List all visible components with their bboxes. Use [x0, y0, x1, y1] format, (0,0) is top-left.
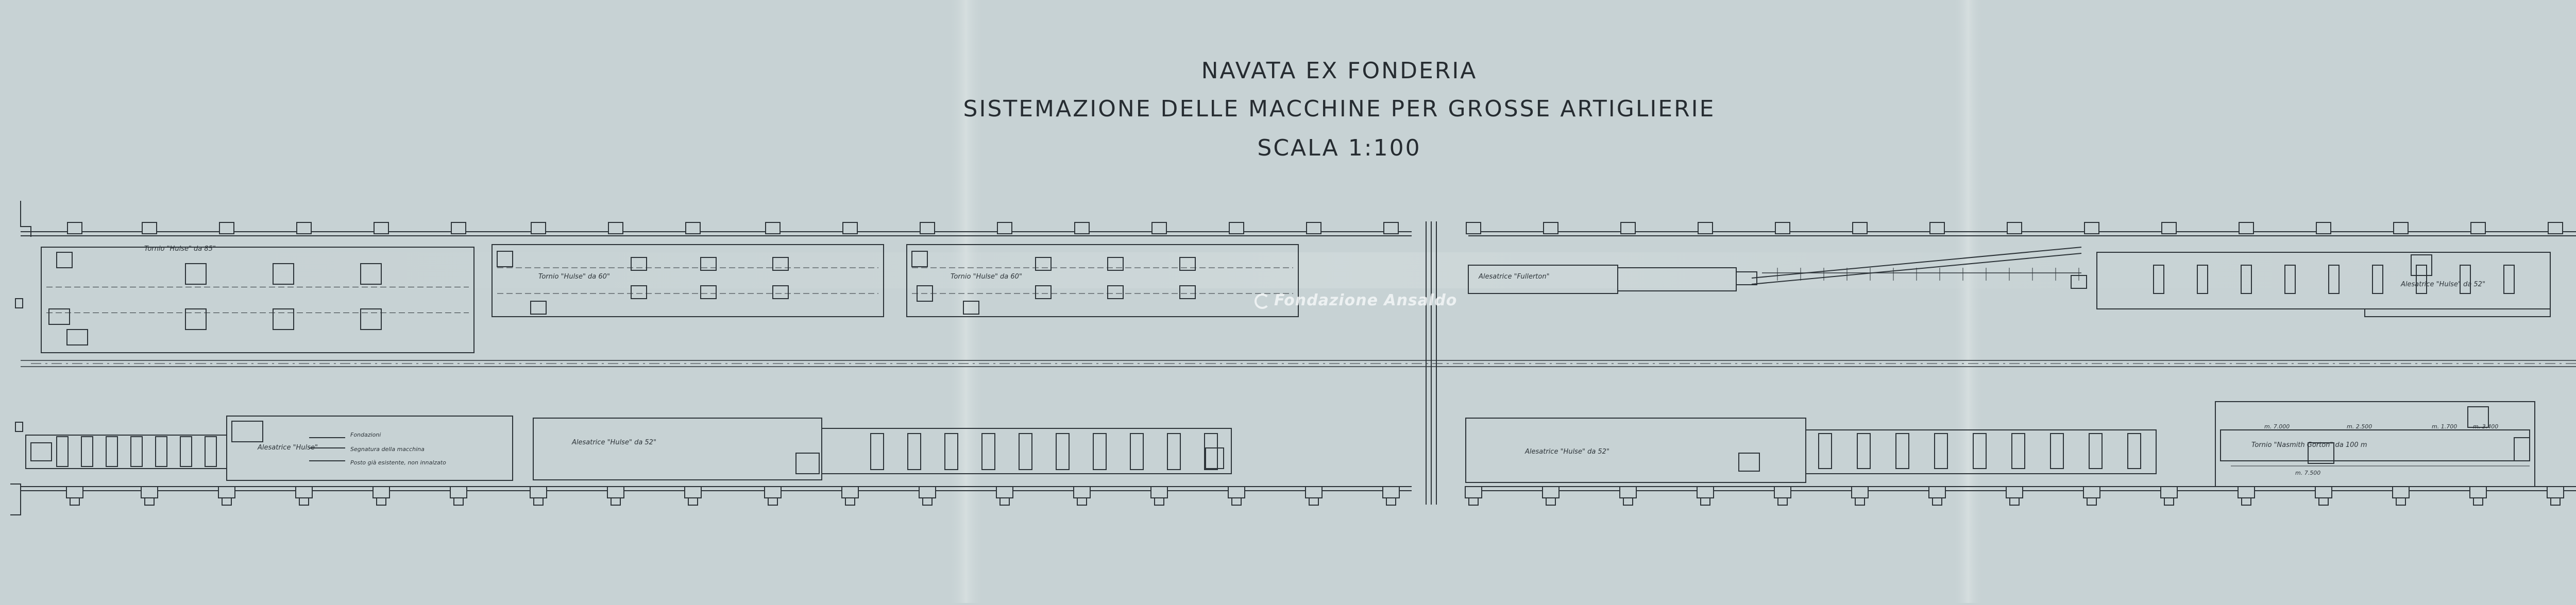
- wall-marker: [15, 299, 23, 308]
- machine-label: Tornio "Hulse" da 60": [538, 273, 610, 281]
- watermark: [1255, 291, 1457, 309]
- machine-block: [1935, 434, 1947, 469]
- column: [2316, 222, 2331, 234]
- column: [1229, 222, 1244, 234]
- column-footing: [845, 498, 855, 505]
- column: [1307, 222, 1321, 234]
- column: [450, 487, 467, 498]
- machine-block: [1857, 434, 1870, 469]
- column: [1930, 222, 1944, 234]
- column: [1697, 487, 1714, 498]
- machine-block: [31, 443, 52, 461]
- column: [296, 487, 312, 498]
- dimension-label: m. 2.500: [2347, 423, 2372, 430]
- column: [1620, 487, 1636, 498]
- column-footing: [299, 498, 309, 505]
- column: [2162, 222, 2176, 234]
- legend-note: Segnatura della macchina: [350, 446, 425, 453]
- machine-foundation: [1466, 418, 1806, 482]
- column: [996, 487, 1013, 498]
- column: [374, 222, 388, 234]
- machine-block: [1206, 448, 1224, 469]
- column-footing: [923, 498, 932, 505]
- dimension-label: m. 7.500: [2295, 470, 2321, 476]
- legend-note: Fondazioni: [350, 431, 381, 438]
- column: [2083, 487, 2100, 498]
- machine-block: [81, 437, 93, 466]
- machine-block: [180, 437, 192, 466]
- column: [1621, 222, 1635, 234]
- machine-block: [871, 434, 884, 470]
- column: [843, 222, 857, 234]
- column: [2161, 487, 2177, 498]
- column: [2394, 222, 2408, 234]
- legend-note: Posto già esistente, non innalzato: [350, 459, 446, 466]
- column: [2007, 222, 2022, 234]
- column-footing: [2551, 498, 2560, 505]
- column-footing: [534, 498, 543, 505]
- column-footing: [222, 498, 231, 505]
- column: [2315, 487, 2332, 498]
- column: [842, 487, 858, 498]
- column: [766, 222, 780, 234]
- column: [1465, 487, 1482, 498]
- machine-block: [1056, 434, 1069, 470]
- column: [2238, 487, 2255, 498]
- column-footing: [1701, 498, 1710, 505]
- column: [218, 487, 235, 498]
- column: [2239, 222, 2253, 234]
- column: [2471, 222, 2485, 234]
- column-footing: [2396, 498, 2405, 505]
- column: [1698, 222, 1713, 234]
- column-footing: [1933, 498, 1942, 505]
- column-footing: [1386, 498, 1396, 505]
- column: [686, 222, 700, 234]
- column-footing: [377, 498, 386, 505]
- machine-label: Alesatrice "Hulse" da 52": [1525, 448, 1609, 456]
- left-wall-edge: [10, 484, 21, 515]
- column: [1774, 487, 1791, 498]
- column: [920, 222, 935, 234]
- drawing-linework: [10, 165, 2576, 546]
- machine-label: Tornio "Nasmith Gorton" da 100 m: [2251, 441, 2367, 449]
- column-footing: [1623, 498, 1633, 505]
- column: [1228, 487, 1245, 498]
- machine-block: [1130, 434, 1143, 470]
- column-footing: [1546, 498, 1555, 505]
- column: [2006, 487, 2023, 498]
- machine-block: [67, 330, 88, 345]
- column: [531, 222, 546, 234]
- column-footing: [454, 498, 463, 505]
- machine-block: [156, 437, 167, 466]
- column: [1384, 222, 1398, 234]
- column: [2470, 487, 2486, 498]
- column-footing: [1855, 498, 1865, 505]
- column: [765, 487, 781, 498]
- column: [685, 487, 701, 498]
- machine-block: [531, 301, 546, 314]
- column-footing: [145, 498, 154, 505]
- column-footing: [2319, 498, 2328, 505]
- column: [1775, 222, 1790, 234]
- machine-label: Tornio "Hulse" da 60": [951, 273, 1022, 281]
- column: [1466, 222, 1481, 234]
- column: [1074, 487, 1090, 498]
- column: [1075, 222, 1089, 234]
- column: [219, 222, 234, 234]
- machine-label: Alesatrice "Hulse" da 52": [572, 439, 656, 446]
- column: [142, 222, 157, 234]
- machine-block: [1896, 434, 1909, 469]
- column-footing: [1232, 498, 1241, 505]
- machine-block: [361, 309, 381, 330]
- machine-block: [1205, 434, 1217, 470]
- column: [2393, 487, 2409, 498]
- machine-foundation: [2365, 309, 2550, 317]
- machine-block: [131, 437, 142, 466]
- column: [2084, 222, 2099, 234]
- machine-block: [2128, 434, 2141, 469]
- column-footing: [1155, 498, 1164, 505]
- machine-label: Alesatrice "Hulse": [258, 444, 318, 452]
- machine-block: [232, 421, 263, 442]
- column: [1306, 487, 1322, 498]
- column-footing: [2164, 498, 2174, 505]
- paper-fold: [0, 252, 2576, 288]
- machine-foundation: [26, 435, 227, 469]
- column: [373, 487, 389, 498]
- column-footing: [2010, 498, 2019, 505]
- machine-block: [2012, 434, 2025, 469]
- machine-foundation: [533, 418, 822, 480]
- drawing-subtitle: SISTEMAZIONE DELLE MACCHINE PER GROSSE ARTIGLIERIE: [963, 96, 1716, 122]
- machine-block: [1019, 434, 1032, 470]
- machine-label: Alesatrice "Hulse" da 52": [2401, 281, 2485, 288]
- column: [1151, 487, 1167, 498]
- column-footing: [70, 498, 79, 505]
- column: [2547, 487, 2564, 498]
- column: [608, 222, 623, 234]
- column: [2548, 222, 2563, 234]
- column-footing: [1000, 498, 1009, 505]
- column-footing: [688, 498, 698, 505]
- watermark-text: Fondazione Ansaldo: [1274, 291, 1458, 309]
- column: [919, 487, 936, 498]
- column-footing: [2087, 498, 2096, 505]
- column-footing: [2473, 498, 2483, 505]
- column: [1152, 222, 1166, 234]
- machine-block: [2514, 438, 2530, 461]
- column: [1929, 487, 1945, 498]
- paper-fold: [1953, 0, 1984, 603]
- machine-block: [1093, 434, 1106, 470]
- machine-block: [49, 309, 70, 324]
- column-footing: [2242, 498, 2251, 505]
- machine-block: [2089, 434, 2102, 469]
- column-footing: [1469, 498, 1478, 505]
- column: [530, 487, 547, 498]
- column: [1383, 487, 1399, 498]
- machine-block: [106, 437, 117, 466]
- machine-label: Tornio "Hulse" da 85": [144, 245, 216, 253]
- column-footing: [1077, 498, 1087, 505]
- machine-block: [57, 437, 68, 466]
- column: [1544, 222, 1558, 234]
- column: [997, 222, 1012, 234]
- drawing-scale: SCALA 1:100: [1257, 135, 1421, 161]
- column: [141, 487, 158, 498]
- machine-block: [1739, 453, 1759, 471]
- column: [1543, 487, 1559, 498]
- machine-block: [908, 434, 921, 470]
- dimension-label: m. 7.000: [2264, 423, 2290, 430]
- wall-marker: [15, 422, 23, 431]
- column: [297, 222, 311, 234]
- column: [66, 487, 83, 498]
- machine-block: [1167, 434, 1180, 470]
- column-footing: [611, 498, 620, 505]
- dimension-label: m. 1.700: [2432, 423, 2458, 430]
- fondazione-logo-icon: [1255, 293, 1270, 309]
- machine-block: [1819, 434, 1832, 469]
- machine-block: [2050, 434, 2063, 469]
- column-footing: [1309, 498, 1318, 505]
- column: [1853, 222, 1867, 234]
- machine-label: Alesatrice "Fullerton": [1479, 273, 1550, 281]
- column: [451, 222, 466, 234]
- column: [67, 222, 82, 234]
- drawing-title: NAVATA EX FONDERIA: [1201, 58, 1478, 84]
- column-footing: [768, 498, 777, 505]
- machine-block: [273, 309, 294, 330]
- column: [607, 487, 624, 498]
- machine-block: [796, 453, 819, 474]
- column-footing: [1778, 498, 1787, 505]
- dimension-label: m. 3.400: [2473, 423, 2499, 430]
- machine-block: [185, 309, 206, 330]
- column: [1852, 487, 1868, 498]
- machine-block: [205, 437, 216, 466]
